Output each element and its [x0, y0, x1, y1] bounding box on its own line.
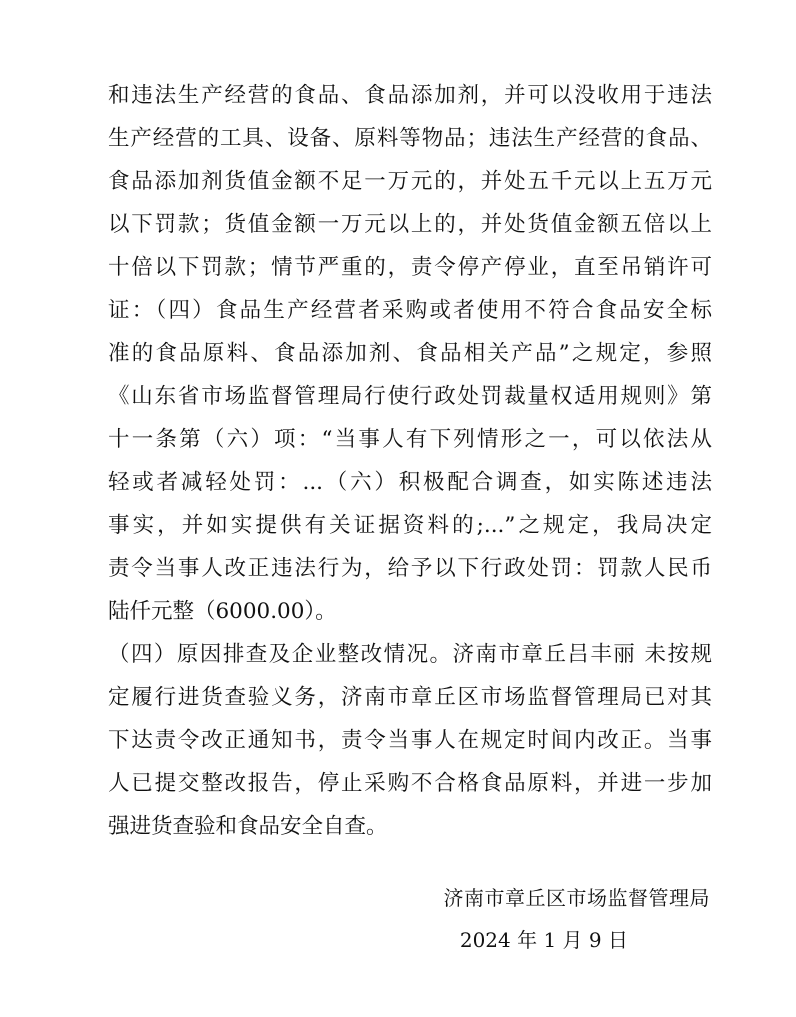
body-line: 下达责令改正通知书，责令当事人在规定时间内改正。当事 [108, 728, 712, 753]
body-line: 准的食品原料、食品添加剂、食品相关产品”之规定，参照 [108, 341, 712, 366]
document-body [108, 74, 712, 848]
body-line: 证：（四）食品生产经营者采购或者使用不符合食品安全标 [108, 298, 712, 323]
signature-block [400, 876, 710, 960]
body-line: 陆仟元整（6000.00）。 [108, 599, 337, 624]
body-line: 以下罚款；货值金额一万元以上的，并处货值金额五倍以上 [108, 212, 712, 237]
body-line: 轻或者减轻处罚：...（六）积极配合调查，如实陈述违法 [108, 470, 712, 495]
issuing-organization: 济南市章丘区市场监督管理局 [443, 886, 710, 910]
body-line: 十一条第（六）项：“当事人有下列情形之一，可以依法从 [108, 427, 712, 452]
body-line: 和违法生产经营的食品、食品添加剂，并可以没收用于违法 [108, 83, 712, 108]
body-line: 十倍以下罚款；情节严重的，责令停产停业，直至吊销许可 [108, 255, 712, 280]
body-line: 生产经营的工具、设备、原料等物品；违法生产经营的食品、 [108, 126, 712, 151]
issue-date: 2024 年 1 月 9 日 [459, 928, 628, 952]
body-line: （四）原因排查及企业整改情况。济南市章丘吕丰丽 未按规 [108, 642, 712, 667]
body-line: 事实，并如实提供有关证据资料的;...”之规定，我局决定 [108, 513, 712, 538]
body-line: 强进货查验和食品安全自查。 [108, 814, 388, 839]
body-line: 食品添加剂货值金额不足一万元的，并处五千元以上五万元 [108, 169, 712, 194]
body-line: 《山东省市场监督管理局行使行政处罚裁量权适用规则》第 [108, 384, 712, 409]
body-line: 定履行进货查验义务，济南市章丘区市场监督管理局已对其 [108, 685, 712, 710]
body-line: 责令当事人改正违法行为，给予以下行政处罚：罚款人民币 [108, 556, 712, 581]
body-line: 人已提交整改报告，停止采购不合格食品原料，并进一步加 [108, 771, 712, 796]
